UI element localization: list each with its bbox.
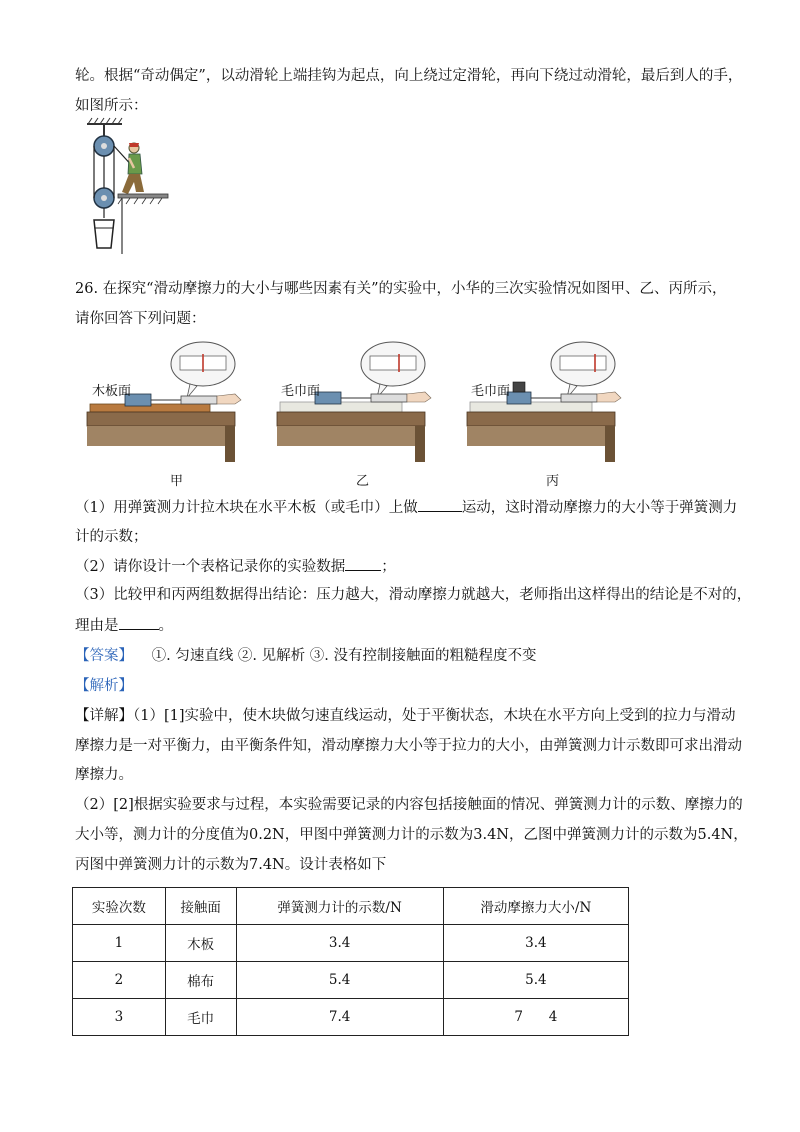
sub-question-1 bbox=[75, 497, 737, 518]
figure-label-jia: 木板面 bbox=[92, 384, 132, 399]
experiment-data-table bbox=[72, 887, 629, 1036]
sub-question-text: （1）用弹簧测力计拉木块在水平木板（或毛巾）上做 bbox=[75, 500, 418, 516]
sub-question-1-cont: 计的示数； bbox=[75, 529, 148, 545]
table-cell: 5.4 bbox=[443, 962, 628, 999]
figure-caption-bing: 丙 bbox=[546, 474, 560, 489]
figure-caption-yi: 乙 bbox=[356, 474, 370, 489]
question-26-line: 26. 在探究“滑动摩擦力的大小与哪些因素有关”的实验中，小华的三次实验情况如图甲、乙、丙所示， bbox=[75, 281, 727, 297]
paragraph-line: 轮。根据“奇动偶定”，以动滑轮上端挂钩为起点，向上绕过定滑轮，再向下绕过动滑轮，最后到人的手， bbox=[75, 68, 743, 84]
experiment-figure-jia bbox=[85, 336, 245, 466]
figure-label-yi: 毛巾面 bbox=[281, 384, 321, 399]
pulley-figure bbox=[82, 116, 172, 256]
table-row bbox=[73, 925, 629, 962]
sub-question-text: （2）请你设计一个表格记录你的实验数据 bbox=[75, 559, 346, 575]
table-cell: 7 4 bbox=[443, 999, 628, 1036]
experiment-figure-bing bbox=[465, 336, 630, 466]
table-header-row bbox=[73, 888, 629, 925]
sub-question-text: 理由是 bbox=[75, 618, 119, 634]
table-cell: 木板 bbox=[165, 925, 236, 962]
table-row bbox=[73, 962, 629, 999]
answer-blank bbox=[345, 556, 381, 571]
analysis-tag-text: 【解析】 bbox=[75, 678, 133, 694]
answer-tag: 【答案】 bbox=[75, 648, 133, 664]
table-header-cell: 接触面 bbox=[165, 888, 236, 925]
experiment-figure-yi bbox=[275, 336, 435, 466]
table-header-cell: 实验次数 bbox=[73, 888, 166, 925]
detail-line: 摩擦力是一对平衡力，由平衡条件知，滑动摩擦力大小等于拉力的大小，由弹簧测力计示数即可求出滑动 bbox=[75, 738, 742, 754]
table-row bbox=[73, 999, 629, 1036]
answer-body: ①. 匀速直线 ②. 见解析 ③. 没有控制接触面的粗糙程度不变 bbox=[151, 648, 537, 664]
table-cell: 毛巾 bbox=[165, 999, 236, 1036]
table-cell: 5.4 bbox=[236, 962, 443, 999]
sub-question-text: 运动，这时滑动摩擦力的大小等于弹簧测力 bbox=[461, 500, 738, 516]
answer-blank bbox=[418, 497, 462, 512]
table-cell: 3 bbox=[73, 999, 166, 1036]
sub-question-2 bbox=[75, 556, 396, 577]
table-header-cell: 弹簧测力计的示数/N bbox=[236, 888, 443, 925]
sub-question-text: ； bbox=[381, 559, 396, 575]
table-cell: 3.4 bbox=[443, 925, 628, 962]
table-cell: 1 bbox=[73, 925, 166, 962]
paragraph-line: 如图所示： bbox=[75, 98, 148, 114]
analysis-tag bbox=[75, 676, 133, 696]
table-header-cell: 滑动摩擦力大小/N bbox=[443, 888, 628, 925]
detail-line: 摩擦力。 bbox=[75, 767, 133, 783]
sub-question-3: （3）比较甲和丙两组数据得出结论：压力越大，滑动摩擦力就越大，老师指出这样得出的结论是不对的， bbox=[75, 587, 752, 603]
sub-question-text: 。 bbox=[158, 618, 173, 634]
table-cell: 3.4 bbox=[236, 925, 443, 962]
detail-line: 【详解】（1）[1]实验中，使木块做匀速直线运动，处于平衡状态，木块在水平方向上受到的拉力与滑动 bbox=[75, 708, 736, 724]
figure-caption-jia: 甲 bbox=[170, 474, 184, 489]
detail-line: 大小等，测力计的分度值为0.2N，甲图中弹簧测力计的示数为3.4N，乙图中弹簧测力计的示数为5.4N， bbox=[75, 827, 748, 843]
answer-line bbox=[75, 646, 536, 666]
answer-blank bbox=[119, 615, 159, 630]
detail-line: （2）[2]根据实验要求与过程，本实验需要记录的内容包括接触面的情况、弹簧测力计的示数、摩擦力的 bbox=[75, 797, 743, 813]
figure-label-bing: 毛巾面 bbox=[471, 384, 511, 399]
table-cell: 棉布 bbox=[165, 962, 236, 999]
sub-question-3-cont bbox=[75, 615, 173, 636]
table-cell: 2 bbox=[73, 962, 166, 999]
detail-line: 丙图中弹簧测力计的示数为7.4N。设计表格如下 bbox=[75, 857, 387, 873]
table-cell: 7.4 bbox=[236, 999, 443, 1036]
question-26-line: 请你回答下列问题： bbox=[75, 311, 206, 327]
